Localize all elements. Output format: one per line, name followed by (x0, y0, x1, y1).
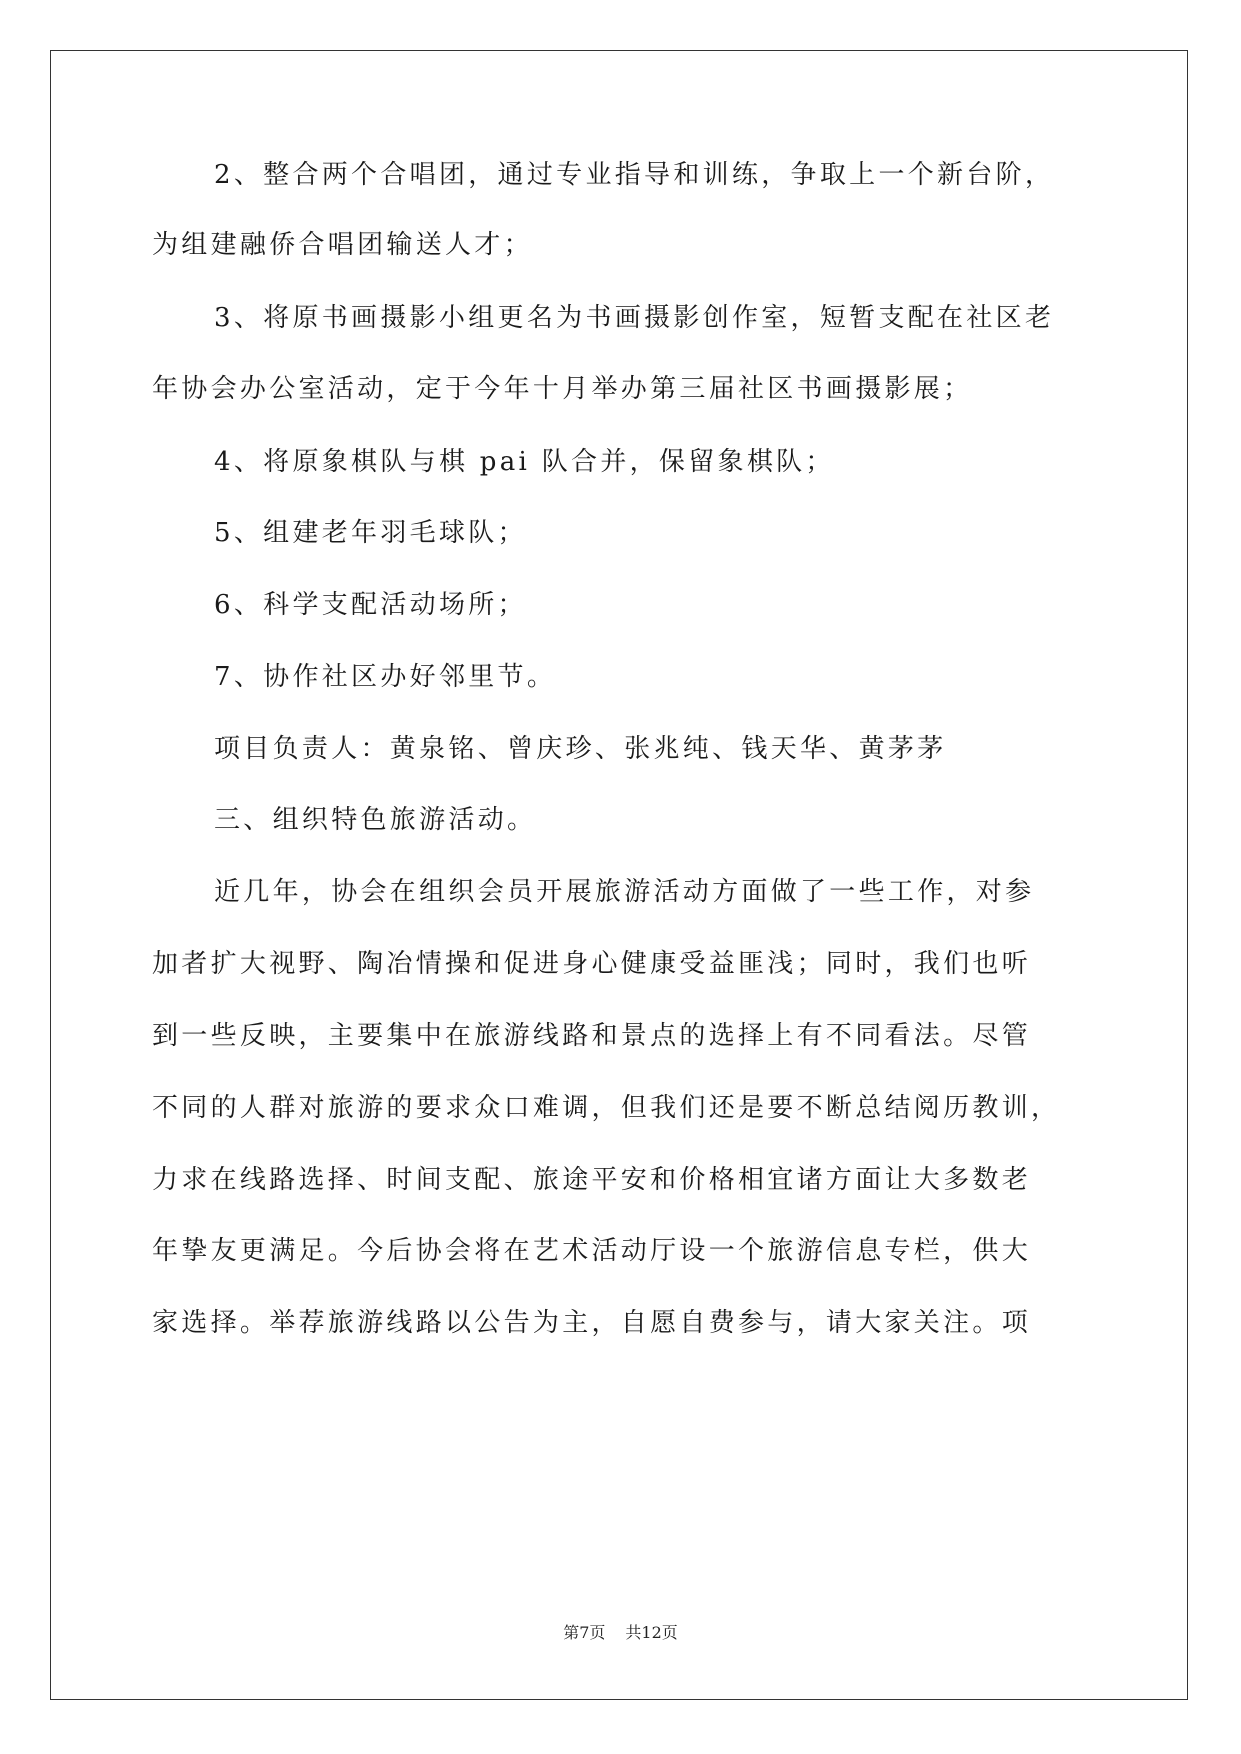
text-line: 3、将原书画摄影小组更名为书画摄影创作室，短暂支配在社区老 (214, 303, 1055, 333)
text-line: 不同的人群对旅游的要求众口难调，但我们还是要不断总结阅历教训， (152, 1093, 1061, 1123)
text-line: 年挚友更满足。今后协会将在艺术活动厅设一个旅游信息专栏，供大 (152, 1236, 1032, 1266)
text-line: 家选择。举荐旅游线路以公告为主，自愿自费参与，请大家关注。项 (152, 1308, 1032, 1338)
page-number-current: 第7页 (563, 1623, 606, 1642)
page-footer (0, 1623, 1241, 1643)
text-line: 6、科学支配活动场所； (214, 590, 527, 620)
text-line: 力求在线路选择、时间支配、旅途平安和价格相宜诸方面让大多数老 (152, 1165, 1032, 1195)
text-line: 年协会办公室活动，定于今年十月举办第三届社区书画摄影展； (152, 374, 973, 404)
text-line: 加者扩大视野、陶冶情操和促进身心健康受益匪浅；同时，我们也听 (152, 949, 1032, 979)
text-line: 4、将原象棋队与棋 pai 队合并，保留象棋队； (214, 447, 835, 477)
text-line: 为组建融侨合唱团输送人才； (152, 230, 533, 260)
page-number-total: 共12页 (625, 1623, 678, 1642)
text-line: 近几年，协会在组织会员开展旅游活动方面做了一些工作，对参 (214, 877, 1035, 907)
text-line: 2、整合两个合唱团，通过专业指导和训练，争取上一个新台阶， (214, 160, 1055, 190)
text-line: 到一些反映，主要集中在旅游线路和景点的选择上有不同看法。尽管 (152, 1021, 1032, 1051)
text-line: 7、协作社区办好邻里节。 (214, 662, 557, 692)
text-line: 项目负责人：黄泉铭、曾庆珍、张兆纯、钱天华、黄茅茅 (214, 734, 947, 764)
text-line: 5、组建老年羽毛球队； (214, 518, 527, 548)
section-heading: 三、组织特色旅游活动。 (214, 805, 537, 835)
